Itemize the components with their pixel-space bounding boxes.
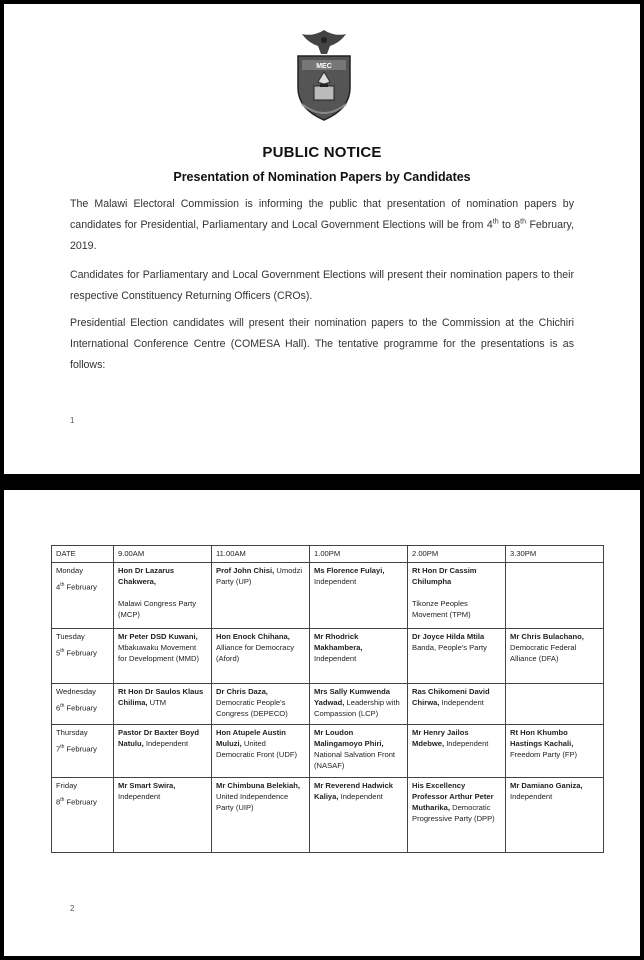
date-cell: Friday 8th February [52,778,114,853]
logo-text: MEC [316,63,332,70]
paragraph-cro: Candidates for Parliamentary and Local Government Elections will present their nomination papers to their respective Constituency Returning Officers (CROs). [70,269,574,302]
candidate-cell: Mr Loudon Malingamoyo Phiri, National Salvation Front (NASAF) [310,725,408,778]
candidate-cell: Mr Reverend Hadwick Kaliya, Independent [310,778,408,853]
candidate-cell [506,684,604,725]
date-cell: Wednesday 6th February [52,684,114,725]
candidate-cell: Dr Joyce Hilda Mtila Banda, People's Party [408,629,506,684]
schedule-table [51,545,604,853]
notice-title: PUBLIC NOTICE [262,144,382,161]
table-row [52,684,604,725]
candidate-cell: Mr Chimbuna Belekiah, United Independence Party (UIP) [212,778,310,853]
candidate-cell: Prof John Chisi, Umodzi Party (UP) [212,563,310,629]
header-slot-2: 11.00AM [212,546,310,563]
candidate-cell: Hon Dr Lazarus Chakwera, Malawi Congress Party (MCP) [114,563,212,629]
candidate-cell [506,563,604,629]
candidate-cell: Hon Atupele Austin Muluzi, United Democratic Front (UDF) [212,725,310,778]
table-header-row [52,546,604,563]
candidate-cell: Mrs Sally Kumwenda Yadwad, Leadership with Compassion (LCP) [310,684,408,725]
header-date: DATE [52,546,114,563]
date-cell: Monday 4th February [52,563,114,629]
candidate-cell: Mr Chris Bulachano, Democratic Federal Alliance (DFA) [506,629,604,684]
mec-coat-of-arms-logo [288,26,360,122]
candidate-cell: Hon Enock Chihana, Alliance for Democracy (Aford) [212,629,310,684]
candidate-cell: Rt Hon Dr Cassim Chilumpha Tikonze Peoples Movement (TPM) [408,563,506,629]
document-page-2 [4,490,640,956]
candidate-cell: Mr Rhodrick Makhambera, Independent [310,629,408,684]
paragraph-presidential: Presidential Election candidates will present their nomination papers to the Commission at the Chichiri International Conference Centre (COMESA Hall). The tentative programme for the presentations is as follows: [70,317,574,371]
candidate-cell: Mr Henry Jailos Mdebwe, Independent [408,725,506,778]
header-slot-5: 3.30PM [506,546,604,563]
notice-subtitle: Presentation of Nomination Papers by Candidates [173,170,471,184]
candidate-cell: Ras Chikomeni David Chirwa, Independent [408,684,506,725]
candidate-cell: Mr Peter DSD Kuwani, Mbakuwaku Movement for Development (MMD) [114,629,212,684]
candidate-cell: Dr Chris Daza, Democratic People's Congress (DEPECO) [212,684,310,725]
table-row [52,629,604,684]
date-cell: Tuesday 5th February [52,629,114,684]
table-row [52,563,604,629]
candidate-cell: Mr Smart Swira, Independent [114,778,212,853]
table-row [52,725,604,778]
candidate-cell: His Excellency Professor Arthur Peter Mutharika, Democratic Progressive Party (DPP) [408,778,506,853]
candidate-cell: Rt Hon Dr Saulos Klaus Chilima, UTM [114,684,212,725]
date-cell: Thursday 7th February [52,725,114,778]
paragraph-intro: The Malawi Electoral Commission is informing the public that presentation of nomination papers by candidates for Presidential, Parliamentary and Local Government Elections will be from 4th to 8th February, 2019. [70,198,574,252]
page-number: 2 [70,904,75,913]
document-page-1 [4,4,640,474]
header-slot-3: 1.00PM [310,546,408,563]
header-slot-1: 9.00AM [114,546,212,563]
candidate-cell: Pastor Dr Baxter Boyd Natulu, Independent [114,725,212,778]
candidate-cell: Ms Florence Fulayi, Independent [310,563,408,629]
header-slot-4: 2.00PM [408,546,506,563]
table-row [52,778,604,853]
candidate-cell: Rt Hon Khumbo Hastings Kachali, Freedom Party (FP) [506,725,604,778]
page-number: 1 [70,416,75,425]
candidate-cell: Mr Damiano Ganiza, Independent [506,778,604,853]
